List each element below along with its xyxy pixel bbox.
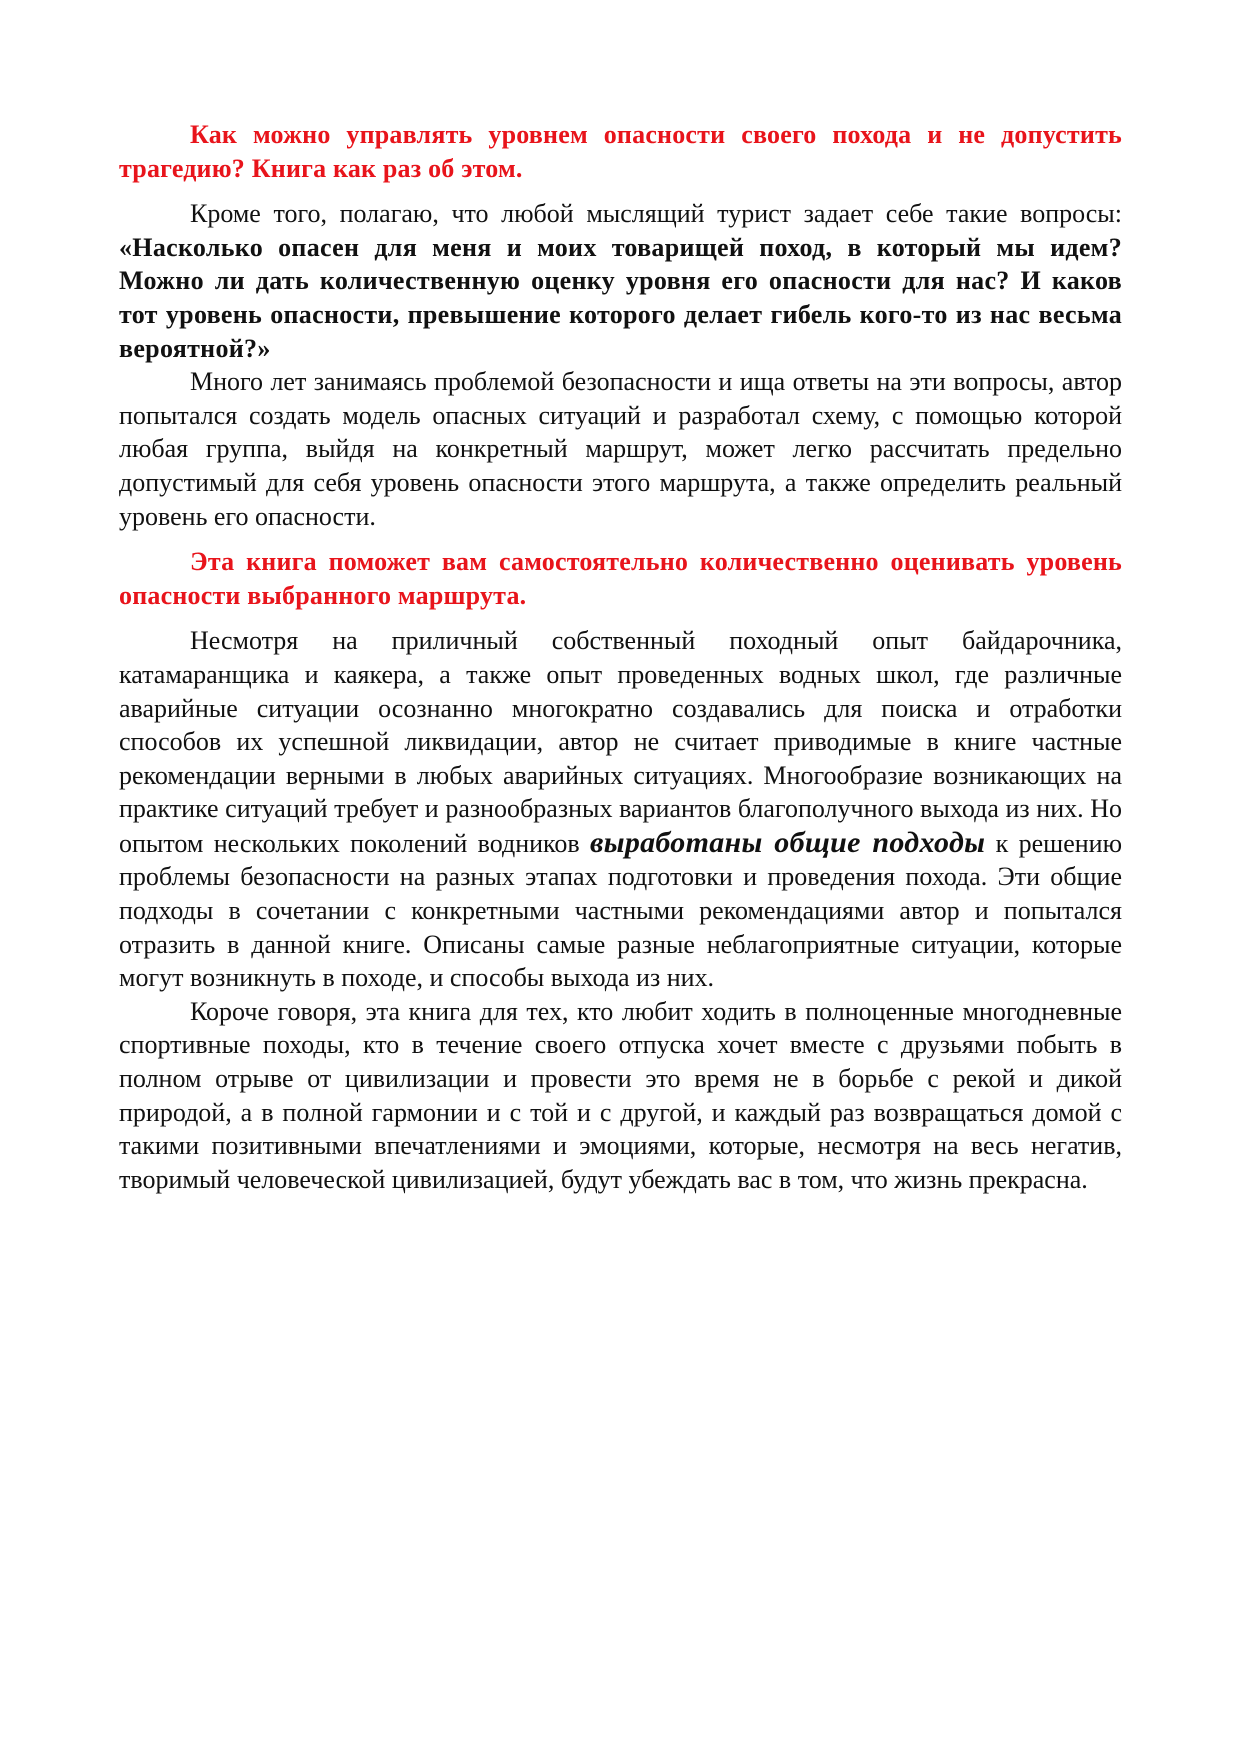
emphasis-general-approaches: выработаны общие подходы [590, 825, 986, 859]
callout-assess-danger: Эта книга поможет вам самостоятельно количественно оценивать уровень опасности выбранного маршрута. [119, 547, 1122, 610]
callout-manage-danger: Как можно управлять уровнем опасности своего похода и не допустить трагедию? Книга как раз об этом. [119, 120, 1122, 183]
paragraph-experience [119, 624, 1122, 995]
document-page [119, 118, 1122, 1196]
questions-quote: «Насколько опасен для меня и моих товарищей поход, в который мы идем? Можно ли дать количественную оценку уровня его опасности для нас? И каков тот уровень опасности, превышение которого делает гибель кого-то из нас весьма вероятной?» [119, 232, 1122, 363]
paragraph-experience-before: Несмотря на приличный собственный походный опыт байдарочника, катамаранщика и каякера, а также опыт проведенных водных школ, где различные аварийные ситуации осознанно многократно создавались для поиска и отработки способов их успешной ликвидации, автор не считает приводимые в книге частные рекомендации верными в любых аварийных ситуациях. Многообразие возникающих на практике ситуаций требует и разнообразных вариантов благополучного выхода из них. Но опытом нескольких поколений водников [119, 626, 1122, 858]
paragraph-author-model: Много лет занимаясь проблемой безопасности и ища ответы на эти вопросы, автор попытался создать модель опасных ситуаций и разработал схему, с помощью которой любая группа, выйдя на конкретный маршрут, может легко рассчитать предельно допустимый для себя уровень опасности этого маршрута, а также определить реальный уровень его опасности. [119, 367, 1122, 531]
paragraph-experience-after: к решению проблемы безопасности на разных этапах подготовки и проведения похода. Эти общие подходы в сочетании с конкретными частными рекомендациями автор и попытался отразить в данной книге. Описаны самые разные неблагоприятные ситуации, которые могут возникнуть в походе, и способы выхода из них. [119, 828, 1122, 993]
paragraph-questions-intro: Кроме того, полагаю, что любой мыслящий турист задает себе такие вопросы: [190, 199, 1122, 229]
paragraph-audience: Короче говоря, эта книга для тех, кто любит ходить в полноценные многодневные спортивные походы, кто в течение своего отпуска хочет вместе с друзьями побыть в полном отрыве от цивилизации и провести это время не в борьбе с рекой и дикой природой, а в полной гармонии и с той и с другой, и каждый раз возвращаться домой с такими позитивными впечатлениями и эмоциями, которые, несмотря на весь негатив, творимый человеческой цивилизацией, будут убеждать вас в том, что жизнь прекрасна. [119, 996, 1122, 1194]
paragraph-questions [119, 197, 1122, 365]
